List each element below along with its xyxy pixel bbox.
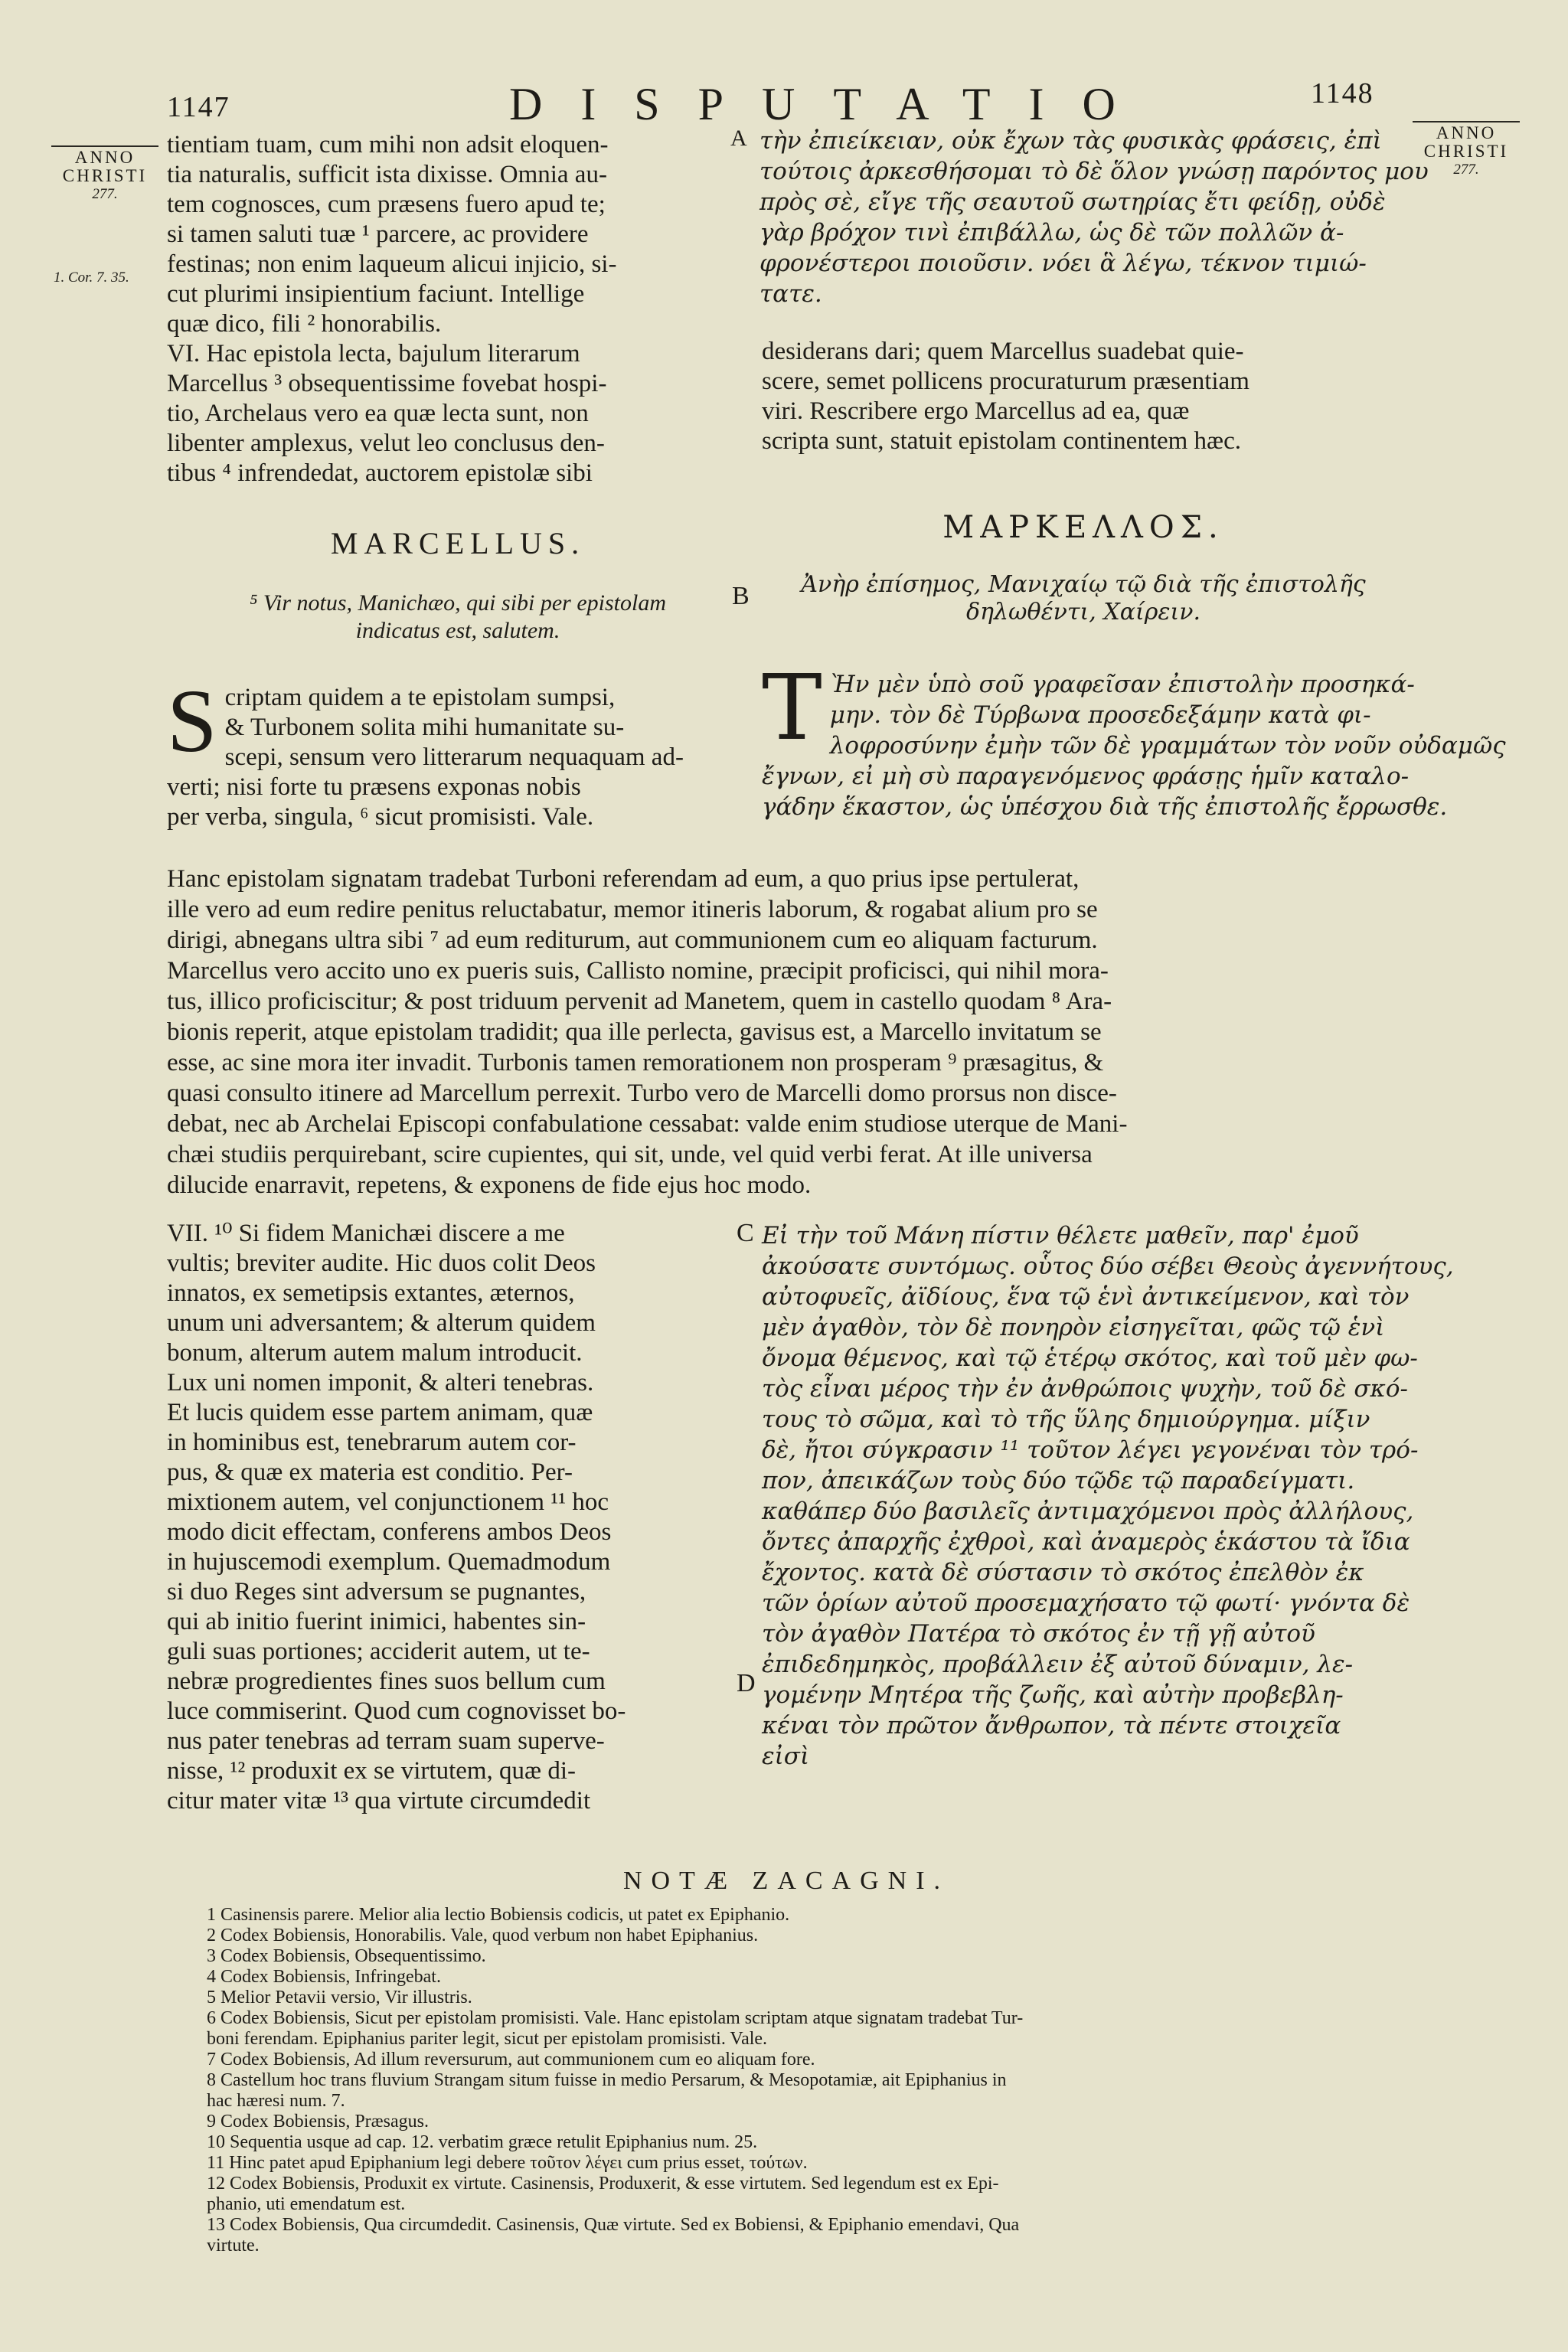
section-letter-b: B	[732, 582, 750, 610]
text-line: τούτοις ἀρκεσθήσομαι τὸ δὲ ὅλον γνώσῃ παρόντος μου	[760, 158, 1429, 185]
text-line: Et lucis quidem esse partem animam, quæ	[167, 1399, 593, 1426]
text-line: scepi, sensum vero litterarum nequaquam ad-	[224, 743, 684, 771]
latin-right-continuation	[762, 337, 1405, 456]
text-line: Marcellus ³ obsequentissime fovebat hospi-	[167, 370, 607, 397]
text-line: debat, nec ab Archelai Episcopi confabulatione cessabat: valde enim studiose uterque de Mani-	[167, 1110, 1128, 1138]
heading-latin: MARCELLUS.	[330, 526, 586, 560]
anno-word: ANNO	[74, 148, 136, 167]
salutation-line: Ἀνὴρ ἐπίσημος, Μανιχαίῳ τῷ διὰ τῆς ἐπιστολῆς	[801, 571, 1366, 598]
footnote: 3 Codex Bobiensis, Obsequentissimo.	[207, 1946, 486, 1966]
christi-word: CHRISTI	[62, 166, 148, 185]
drop-cap: S	[167, 671, 217, 771]
footnote: hac hæresi num. 7.	[207, 2091, 345, 2111]
footnote: 12 Codex Bobiensis, Produxit ex virtute. Casinensis, Produxerit, & esse virtutem. Sed legendum est ex Epi-	[207, 2174, 999, 2194]
text-line: bonum, alterum autem malum introducit.	[167, 1339, 583, 1367]
footnote: 8 Castellum hoc trans fluvium Strangam situm fuisse in medio Persarum, & Mesopotamiæ, ait Epiphanius in	[207, 2070, 1007, 2090]
text-line: tia naturalis, sufficit ista dixisse. Omnia au-	[167, 161, 607, 188]
salutation-line: δηλωθέντι, Χαίρειν.	[966, 599, 1200, 626]
footnote: 4 Codex Bobiensis, Infringebat.	[207, 1967, 441, 1987]
footnotes	[207, 1905, 1401, 2256]
anno-year: 277.	[1453, 162, 1479, 178]
text-line: innatos, ex semetipsis extantes, æternos,	[167, 1279, 575, 1307]
text-line: si tamen saluti tuæ ¹ parcere, ac providere	[167, 220, 589, 248]
letter-greek	[762, 655, 1506, 822]
text-line: tem cognosces, cum præsens fuero apud te;	[167, 191, 606, 218]
footnote: 7 Codex Bobiensis, Ad illum reversurum, aut communionem cum eo aliquam fore.	[207, 2050, 815, 2069]
text-line: & Turbonem solita mihi humanitate su-	[224, 714, 625, 741]
latin-column-bottom	[167, 1219, 749, 1816]
text-line: qui ab initio fuerint inimici, habentes sin-	[167, 1608, 586, 1635]
footnote: 6 Codex Bobiensis, Sicut per epistolam promisisti. Vale. Hanc epistolam scriptam atque signatam tradebat Tur-	[207, 2008, 1024, 2028]
footnote: 2 Codex Bobiensis, Honorabilis. Vale, quod verbum non habet Epiphanius.	[207, 1926, 759, 1945]
anno-year: 277.	[92, 186, 118, 202]
text-line: tibus ⁴ infrendedat, auctorem epistolæ sibi	[167, 459, 593, 487]
text-line: Hanc epistolam signatam tradebat Turboni referendam ad eum, a quo prius ipse pertulerat,	[167, 865, 1080, 893]
section-letter-c: C	[737, 1219, 754, 1247]
text-line: ἔχοντος. κατὰ δὲ σύστασιν τὸ σκότος ἐπελθὸν ἐκ	[762, 1559, 1364, 1586]
salutation-greek	[754, 571, 1413, 626]
letter-latin	[167, 671, 749, 832]
page-number-left: 1147	[167, 91, 230, 123]
text-line: vultis; breviter audite. Hic duos colit Deos	[167, 1250, 596, 1277]
text-line: nisse, ¹² produxit ex se virtutem, quæ di-	[167, 1757, 576, 1785]
text-line: καθάπερ δύο βασιλεῖς ἀντιμαχόμενοι πρὸς ἀλλήλους,	[762, 1498, 1414, 1525]
text-line: ἔγνων, εἰ μὴ σὺ παραγενόμενος φράσῃς ἡμῖν καταλο-	[762, 763, 1410, 790]
text-line: dilucide enarravit, repetens, & exponens de fide ejus hoc modo.	[167, 1171, 812, 1199]
text-line: tientiam tuam, cum mihi non adsit eloquen-	[167, 131, 609, 158]
running-head: DISPUTATIO	[509, 79, 1154, 129]
text-line: verti; nisi forte tu præsens exponas nobis	[167, 773, 581, 801]
text-line: nebræ progredientes fines suos bellum cum	[167, 1668, 606, 1695]
text-line: κέναι τὸν πρῶτον ἄνθρωπον, τὰ πέντε στοιχεῖα	[762, 1712, 1341, 1740]
footnote: 5 Melior Petavii versio, Vir illustris.	[207, 1988, 472, 2007]
text-line: Lux uni nomen imponit, & alteri tenebras.	[167, 1369, 594, 1396]
text-line: in hominibus est, tenebrarum autem cor-	[167, 1429, 577, 1456]
text-line: cut plurimi insipientium faciunt. Intellige	[167, 280, 585, 308]
text-line: si duo Reges sint adversum se pugnantes,	[167, 1578, 586, 1606]
text-line: ὄνομα θέμενος, καὶ τῷ ἑτέρῳ σκότος, καὶ τοῦ μὲν φω-	[762, 1344, 1418, 1372]
footnote: virtute.	[207, 2236, 260, 2256]
text-line: scere, semet pollicens procuraturum præsentiam	[762, 368, 1250, 395]
text-line: pus, & quæ ex materia est conditio. Per-	[167, 1459, 573, 1486]
footnote: 13 Codex Bobiensis, Qua circumdedit. Casinensis, Quæ virtute. Sed ex Bobiensi, & Epiphanio emendavi, Qua	[207, 2215, 1020, 2235]
text-line: quasi consulto itinere ad Marcellum perrexit. Turbo vero de Marcelli domo prorsus non disce-	[167, 1080, 1117, 1107]
text-line: εἰσὶ	[762, 1743, 810, 1770]
text-line: bionis reperit, atque epistolam tradidit; qua ille perlecta, gavisus est, a Marcello invitatum se	[167, 1018, 1102, 1046]
text-line: λοφροσύνην ἐμὴν τῶν δὲ γραμμάτων τὸν νοῦν οὐδαμῶς	[829, 732, 1506, 760]
text-line: τῶν ὁρίων αὐτοῦ προσεμαχήσατο τῷ φωτί· γνόντα δὲ	[762, 1589, 1410, 1617]
footnote: 9 Codex Bobiensis, Præsagus.	[207, 2112, 430, 2132]
page-number-right: 1148	[1311, 77, 1374, 109]
text-line: citur mater vitæ ¹³ qua virtute circumdedit	[167, 1787, 591, 1815]
text-line: φρονέστεροι ποιοῦσιν. νόει ἃ λέγω, τέκνον τιμιώ-	[760, 250, 1367, 277]
text-line: festinas; non enim laqueum alicui injicio, si-	[167, 250, 617, 278]
greek-column-bottom	[762, 1220, 1454, 1772]
salutation-line: ⁵ Vir notus, Manichæo, qui sibi per epistolam	[249, 590, 667, 616]
text-line: τατε.	[760, 280, 822, 308]
footnote: boni ferendam. Epiphanius pariter legit, sicut per epistolam promisisti. Vale.	[207, 2029, 768, 2049]
section-letter-a: A	[730, 126, 747, 151]
text-line: libenter amplexus, velut leo conclusus den-	[167, 430, 605, 457]
text-line: luce commiserint. Quod cum cognovisset bo-	[167, 1697, 626, 1725]
text-line: τους τὸ σῶμα, καὶ τὸ τῆς ὕλης δημιούργημα. μίξιν	[762, 1406, 1370, 1433]
text-line: τὸν ἀγαθὸν Πατέρα τὸ σκότος ἐν τῇ γῇ αὐτοῦ	[762, 1620, 1315, 1648]
text-line: quæ dico, fili ² honorabilis.	[167, 310, 442, 338]
text-line: αὐτοφυεῖς, ἀϊδίους, ἕνα τῷ ἑνὶ ἀντικείμενον, καὶ τὸν	[762, 1283, 1410, 1311]
salutation-line: indicatus est, salutem.	[355, 618, 560, 643]
text-line: mixtionem autem, vel conjunctionem ¹¹ hoc	[167, 1488, 609, 1516]
anno-word: ANNO	[1436, 123, 1497, 142]
text-line: Εἰ τὴν τοῦ Μάνη πίστιν θέλετε μαθεῖν, παρ' ἐμοῦ	[762, 1222, 1359, 1250]
text-line: μην. τὸν δὲ Τύρβωνα προσεδεξάμην κατὰ φι-	[829, 701, 1371, 729]
heading-greek: ΜΑΡΚΕΛΛΟΣ.	[942, 510, 1224, 545]
text-line: modo dicit effectam, conferens ambos Deos	[167, 1518, 612, 1546]
text-line: δὲ, ἤτοι σύγκρασιν ¹¹ τοῦτον λέγει γεγονέναι τὸν τρό-	[762, 1436, 1419, 1464]
text-line: ὄντες ἀπαρχῆς ἐχθροὶ, καὶ ἀναμερὸς ἑκάστου τὰ ἴδια	[762, 1528, 1410, 1556]
text-line: desiderans dari; quem Marcellus suadebat quie-	[762, 338, 1244, 365]
text-line: πρὸς σὲ, εἴγε τῆς σεαυτοῦ σωτηρίας ἔτι φείδῃ, οὐδὲ	[760, 188, 1386, 216]
text-line: nus pater tenebras ad terram suam superve-	[167, 1727, 605, 1755]
text-line: viri. Rescribere ergo Marcellus ad ea, quæ	[762, 397, 1190, 425]
text-line: Ὴν μὲν ὑπὸ σοῦ γραφεῖσαν ἐπιστολὴν προσηκά-	[829, 671, 1415, 698]
footnote: 11 Hinc patet apud Epiphanium legi debere τοῦτον λέγει cum prius esset, τούτων.	[207, 2153, 808, 2173]
latin-column-top	[167, 130, 749, 488]
christi-word: CHRISTI	[1423, 142, 1509, 161]
margin-anno-left	[40, 145, 170, 204]
text-line: ἐπιδεδημηκὸς, προβάλλειν ἐξ αὐτοῦ δύναμιν, λε-	[762, 1651, 1354, 1678]
drop-cap: Τ	[762, 655, 822, 760]
text-line: unum uni adversantem; & alterum quidem	[167, 1309, 596, 1337]
text-line: ἀκούσατε συντόμως. οὗτος δύο σέβει Θεοὺς ἀγεννήτους,	[762, 1253, 1454, 1280]
text-line: guli suas portiones; acciderit autem, ut te-	[167, 1638, 590, 1665]
text-line: τὸς εἶναι μέρος τὴν ἐν ἀνθρώποις ψυχὴν, τοῦ δὲ σκό-	[762, 1375, 1408, 1403]
text-line: πον, ἀπεικάζων τοὺς δύο τῷδε τῷ παραδείγματι.	[762, 1467, 1355, 1494]
text-line: γὰρ βρόχον τινὶ ἐπιβάλλω, ὡς δὲ τῶν πολλῶν ἀ-	[760, 219, 1344, 247]
text-line: τὴν ἐπιείκειαν, οὐκ ἔχων τὰς φυσικὰς φράσεις, ἐπὶ	[760, 127, 1382, 155]
text-line: criptam quidem a te epistolam sumpsi,	[224, 684, 616, 711]
greek-column-top	[760, 126, 1429, 309]
text-line: VII. ¹⁰ Si fidem Manichæi discere a me	[167, 1220, 565, 1247]
text-line: μὲν ἀγαθὸν, τὸν δὲ πονηρὸν εἰσηγεῖται, φῶς τῷ ἑνὶ	[762, 1314, 1385, 1341]
text-line: tio, Archelaus vero ea quæ lecta sunt, non	[167, 400, 589, 427]
text-line: per verba, singula, ⁶ sicut promisisti. Vale.	[167, 803, 594, 831]
text-line: ille vero ad eum redire penitus reluctabatur, memor itineris laborum, & rogabat alium pro se	[167, 896, 1098, 923]
footnote: 10 Sequentia usque ad cap. 12. verbatim græce retulit Epiphanius num. 25.	[207, 2132, 758, 2152]
margin-reference: 1. Cor. 7. 35.	[54, 270, 129, 286]
text-line: esse, ac sine mora iter invadit. Turbonis tamen remorationem non prosperam ⁹ præsagitus, &	[167, 1049, 1104, 1076]
text-line: chæi studiis perquirebant, scire cupientes, qui sit, unde, vel quid verbi ferat. At ille universa	[167, 1141, 1093, 1168]
footnote: 1 Casinensis parere. Melior alia lectio Bobiensis codicis, ut patet ex Epiphanio.	[207, 1905, 790, 1925]
text-line: in hujuscemodi exemplum. Quemadmodum	[167, 1548, 611, 1576]
text-line: γάδην ἕκαστον, ὡς ὑπέσχου διὰ τῆς ἐπιστολῆς ἔρρωσθε.	[762, 793, 1448, 821]
notes-title: NOTÆ ZACAGNI.	[622, 1867, 950, 1895]
text-line: Marcellus vero accito uno ex pueris suis, Callisto nomine, præcipit proficisci, qui nihil mora-	[167, 957, 1109, 985]
text-line: VI. Hac epistola lecta, bajulum literarum	[167, 340, 580, 368]
section-letter-d: D	[737, 1669, 756, 1697]
text-line: dirigi, abnegans ultra sibi ⁷ ad eum rediturum, aut communionem cum eo aliquam facturum.	[167, 926, 1098, 954]
narrative-paragraph	[167, 864, 1406, 1200]
text-line: tus, illico proficiscitur; & post triduum pervenit ad Manetem, quem in castello quodam ⁸ Ara-	[167, 988, 1112, 1015]
text-line: scripta sunt, statuit epistolam continentem hæc.	[762, 427, 1241, 455]
text-line: γομένην Μητέρα τῆς ζωῆς, καὶ αὐτὴν προβεβλη-	[762, 1681, 1344, 1709]
salutation-latin	[167, 590, 749, 645]
footnote: phanio, uti emendatum est.	[207, 2194, 406, 2214]
